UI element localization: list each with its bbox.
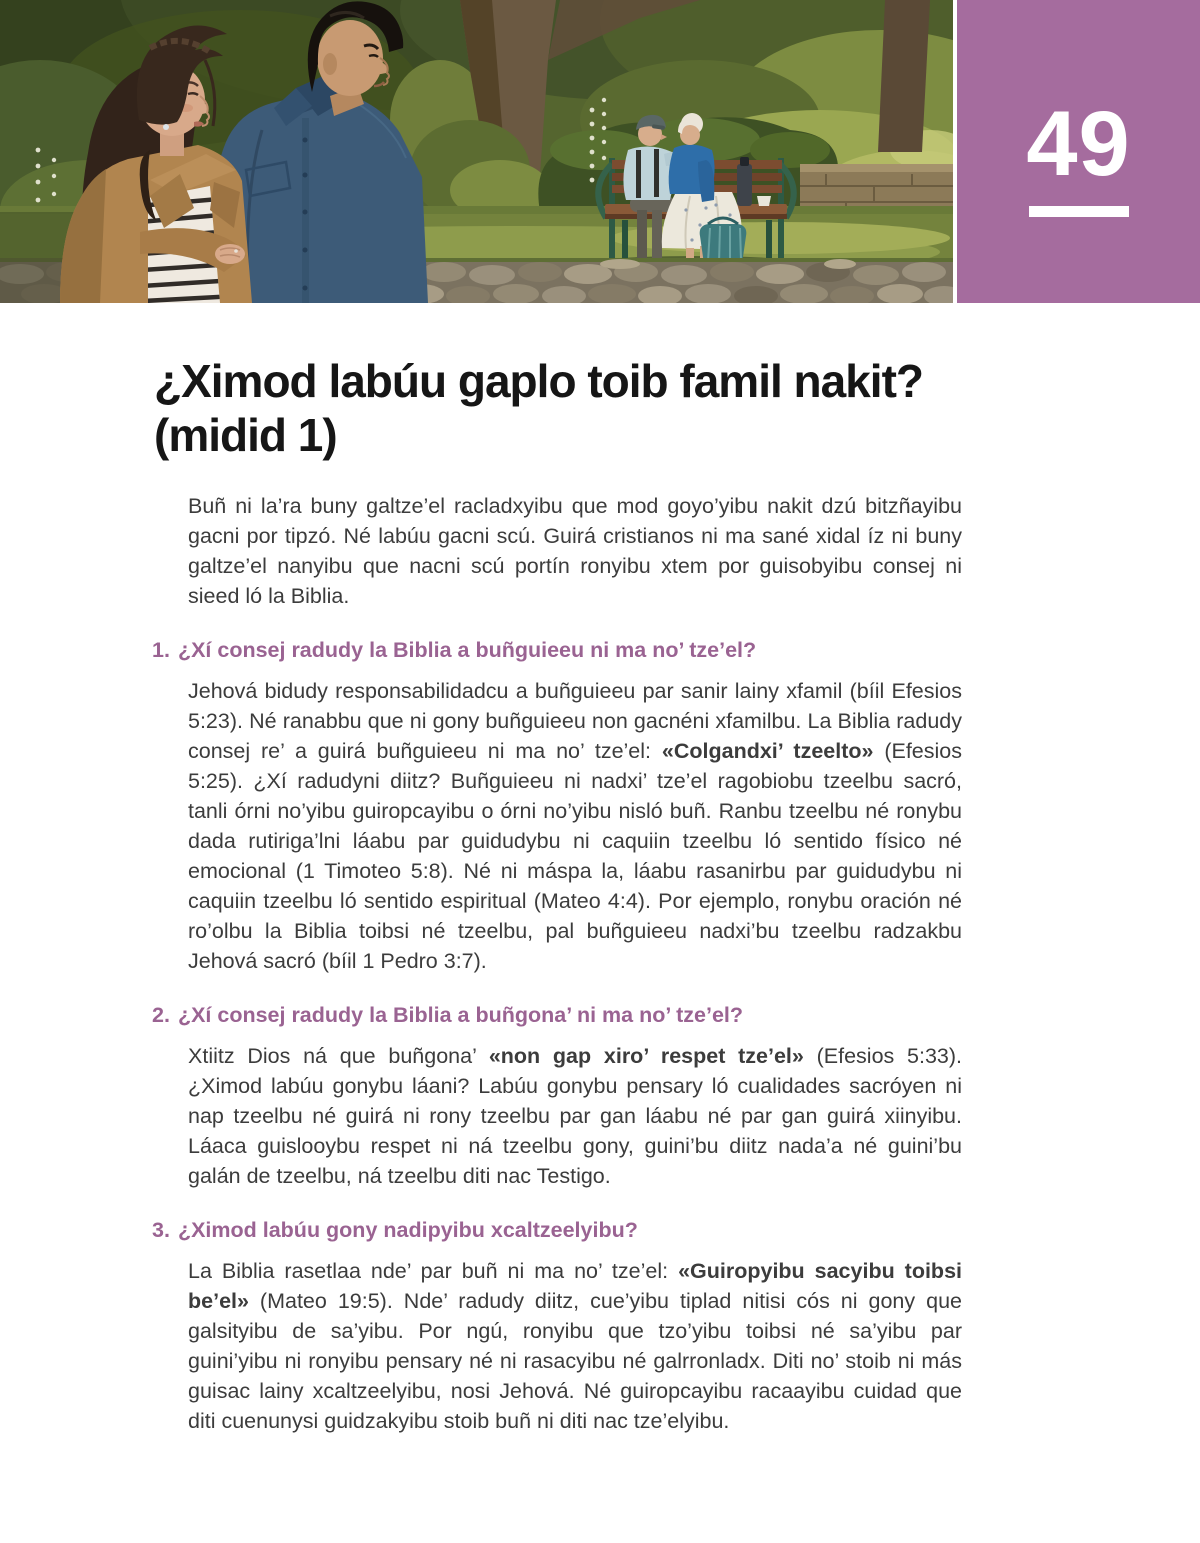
question-3-text: ¿Ximod labúu gony nadipyibu xcaltzeelyibu? <box>177 1217 638 1242</box>
article <box>0 355 1200 1436</box>
article-title: ¿Ximod labúu gaplo toib famil nakit? (midid 1) <box>154 355 923 461</box>
section-3 <box>152 1217 962 1436</box>
section-2 <box>152 1002 962 1191</box>
question-3-number: 3. <box>152 1217 170 1242</box>
page-header <box>0 0 1200 303</box>
question-3 <box>152 1217 962 1244</box>
question-2 <box>152 1002 962 1029</box>
question-1-number: 1. <box>152 637 170 662</box>
section-1 <box>152 637 962 976</box>
page-number-underline <box>1029 206 1129 217</box>
paragraph-3: La Biblia rasetlaa nde’ par buñ ni ma no’ tze’el: «Guiropyibu sacyibu toibsi be’el» (Mateo 19:5). Nde’ radudy diitz, cue’yibu tiplad nitisi cós ni gony que galsityibu de sa’yibu. Por ngú, ronyibu que tzo’yibu toibsi né sa’yibu par guini’yibu ni ronyibu pensary né ni rasacyibu né galrronladx. Diti no’ stoib ni más guisac lainy xcaltzeelyibu, nosi Jehová. Né guiropcayibu racaayibu cuidad que diti cuenunysi guidzakyibu stoib buñ ni diti nac tze’elyibu. <box>188 1258 962 1433</box>
page-number: 49 <box>1026 93 1131 195</box>
question-1 <box>152 637 962 664</box>
intro-paragraph: Buñ ni la’ra buny galtze’el racladxyibu que mod goyo’yibu nakit dzú bitzñayibu gacni por tipzó. Né labúu gacni scú. Guirá cristianos ni ma sané xidal íz ni buny galtze’el nanyibu que nacni scú portín ronyibu xtem por guisobyibu consej ni sieed ló la Biblia. <box>188 493 962 608</box>
question-2-text: ¿Xí consej radudy la Biblia a buñgona’ ni ma no’ tze’el? <box>177 1002 744 1027</box>
paragraph-2: Xtiitz Dios ná que buñgona’ «non gap xiro’ respet tze’el» (Efesios 5:33). ¿Ximod labúu gonybu láani? Labúu gonybu pensary ló cualidades sacróyen ni nap tzeelbu né guirá ni rony tzeelbu par gan láabu né par gan guirá xiinyibu. Láaca guislooybu respet ni ná tzeelbu gony, guini’bu diitz nada’a né guini’bu galán de tzeelbu, ná tzeelbu diti nac Testigo. <box>188 1043 963 1188</box>
hero-photo <box>0 0 953 303</box>
paragraph-1: Jehová bidudy responsabilidadcu a buñguieeu par sanir lainy xfamil (bíil Efesios 5:23). Né ranabbu que ni gony buñguieeu non gacnéni xfamilbu. La Biblia radudy consej re’ a guirá buñguieeu ni ma no’ tze’el: «Colgandxi’ tzeelto» (Efesios 5:25). ¿Xí radudyni diitz? Buñguieeu ni nadxi’ tze’el ragobiobu tzeelbu sacró, tanli órni no’yibu guiropcayibu o órni no’yibu nisló buñ. Ranbu tzeelbu né ronybu dada rutiriga’lni láabu par guidudybu ni caquiin tzeelbu ló sentido físico né emocional (1 Timoteo 5:8). Né ni máspa la, láabu rasanirbu par guidudybu ni caquiin tzeelbu ló sentido espiritual (Mateo 4:4). Por ejemplo, ronybu oración né ro’olbu la Biblia toibsi né tzeelbu, pal buñguieeu nadxi’bu tzeelbu radzakbu Jehová sacró (bíil 1 Pedro 3:7). <box>188 678 962 973</box>
question-2-number: 2. <box>152 1002 170 1027</box>
page-number-block <box>957 0 1200 303</box>
question-1-text: ¿Xí consej radudy la Biblia a buñguieeu ni ma no’ tze’el? <box>177 637 757 662</box>
